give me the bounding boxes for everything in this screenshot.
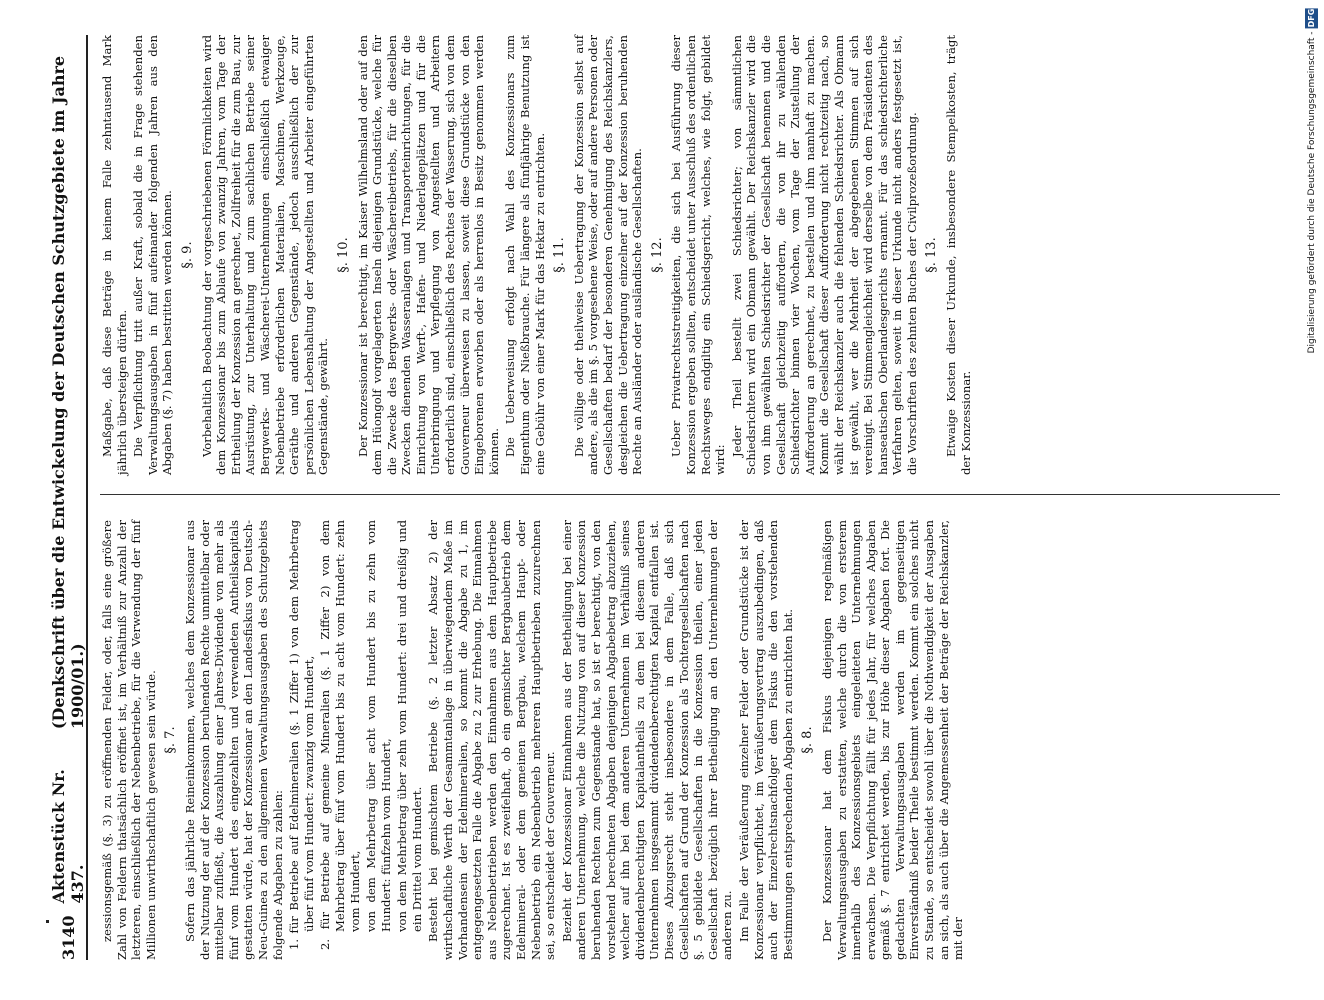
paragraph: Die Verpflichtung tritt außer Kraft, sobald die in Frage stehenden Verwaltungsausgaben in fünf aufeinander folgenden Jahren aus den Abgaben (§. 7) haben bestritten werden können.	[131, 35, 175, 475]
document-subtitle: (Denkschrift über die Entwickelung der Deutschen Schutzgebiete im Jahre 1900/01.)	[49, 55, 87, 730]
paragraph: Etwaige Kosten dieser Urkunde, insbesondere Stempelkosten, trägt der Konzessionar.	[944, 35, 973, 475]
scan-speck	[46, 920, 49, 923]
section-heading: §. 9.	[179, 241, 195, 269]
section-heading: §. 7.	[163, 726, 179, 754]
section-heading: §. 11.	[552, 237, 568, 273]
dfg-logo: DFG	[1307, 9, 1316, 28]
paragraph: Die Ueberweisung erfolgt nach Wahl des Konzessionars zum Eigenthum oder Nießbrauche. Für längere als fünfjährige Benutzung ist eine Gebühr von einer Mark für das Hektar zu entrichten.	[503, 35, 547, 475]
paragraph: 1. für Betriebe auf Edelmineralien (§. 1 Ziffer 1) von dem Mehrbetrag über fünf vom Hundert: zwanzig vom Hundert,	[287, 520, 316, 950]
paragraph: Der Konzessionar hat dem Fiskus diejenigen regelmäßigen Verwaltungsausgaben zu erstatten, welche durch die von ersterem innerhalb des Konzessionsgebiets eingeleiteten Unternehmungen erwachsen. Die Verpflichtung fällt für jedes Jahr, für welches Abgaben gemäß §. 7 entrichtet werden, bis zur Höhe dieser Abgaben fort. Die gedachten Verwaltungsausgaben werden im gegenseitigen Einverständniß beider Theile bestimmt werden. Kommt ein solches nicht zu Stande, so entscheidet sowohl über die Nothwendigkeit der Ausgaben an sich, als auch über die Angemessenheit der Beträge der Reichskanzler, mit der	[819, 520, 966, 960]
paragraph: Ueber Privatrechtsstreitigkeiten, die sich bei Ausführung dieser Konzession ergeben sollten, entscheidet unter Ausschluß des ordentlichen Rechtsweges endgiltig ein Schiedsgericht, welches, wie folgt, gebildet wird:	[669, 35, 728, 475]
left-column	[100, 520, 968, 960]
paragraph: 2. für Betriebe auf gemeine Mineralien (§. 1 Ziffer 2) von dem Mehrbetrag über fünf vom Hundert bis zu acht vom Hundert: zehn vom Hundert,	[318, 520, 362, 950]
section-heading: §. 10.	[335, 237, 351, 273]
document-title: Aktenstück Nr. 437.	[49, 769, 87, 904]
credit-text: Digitalisierung gefördert durch die Deutsche Forschungsgemeinschaft -	[1307, 28, 1317, 354]
page-number: 3140	[58, 915, 78, 960]
paragraph: Jeder Theil bestellt zwei Schiedsrichter; von sämmtlichen Schiedsrichtern wird ein Obmann gewählt. Der Reichskanzler wird die von ihm gewählten Schiedsrichter der Gesellschaft benennen und die Gesellschaft gleichzeitig auffordern, die von ihr zu wählenden Schiedsrichter binnen vier Wochen, vom Tage der Zustellung der Aufforderung an gerechnet, zu bestellen und ihm namhaft zu machen. Kommt die Gesellschaft dieser Aufforderung nicht rechtzeitig nach, so wählt der Reichskanzler auch die fehlenden Schiedsrichter. Als Obmann ist gewählt, wer die Mehrheit der abgegebenen Stimmen auf sich vereinigt. Bei Stimmengleichheit wird derselbe von dem Präsidenten des hanseatischen Oberlandesgerichts ernannt. Für das schiedsrichterliche Verfahren gelten, soweit in dieser Urkunde nicht anders festgesetzt ist, die Vorschriften des zehnten Buches der Civilprozeßordnung.	[729, 35, 919, 475]
section-heading: §. 13.	[924, 237, 940, 273]
section-heading: §. 12.	[649, 237, 665, 273]
paragraph: Im Falle der Veräußerung einzelner Felder oder Grundstücke ist der Konzessionar verpflichtet, im Veräußerungsvertrag auszubedingen, daß auch der Einzelrechtsnachfolger dem Fiskus die den vorstehenden Bestimmungen entsprechenden Abgaben zu entrichten hat.	[736, 520, 795, 960]
paragraph: Sofern das jährliche Reineinkommen, welches dem Konzessionar aus der Nutzung der auf der Konzession beruhenden Rechte unmittelbar oder mittelbar zufließt, die Auszahlung einer Jahres-Dividende von mehr als fünf vom Hundert des eingezahlten und verwendeten Antheilskapitals gestatten würde, hat der Konzessionar an den Landesfiskus von Deutsch-Neu-Guinea zu den allgemeinen Verwaltungsausgaben des Schutzgebiets folgende Abgaben zu zahlen:	[182, 520, 285, 960]
paragraph: Besteht bei gemischtem Betriebe (§. 2 letzter Absatz 2) der wirthschaftliche Werth der Gesammtanlage in überwiegendem Maße im Vorhandensein der Edelmineralien, so kommt die Abgabe zu 1, im entgegengesetzten Falle die Abgabe zu 2 zur Erhebung. Die Einnahmen aus Nebenbetrieben werden den Einnahmen aus dem Hauptbetriebe zugerechnet. Ist es zweifelhaft, ob ein gemischter Bergbaubetrieb dem Edelmineral- oder dem gemeinen Bergbau, welchem Haupt- oder Nebenbetrieb ein Nebenbetrieb mehreren Hauptbetrieben zuzurechnen sei, so entscheidet der Gouverneur.	[426, 520, 558, 960]
digitization-credit	[1305, 8, 1318, 353]
paragraph: Der Konzessionar ist berechtigt, im Kaiser Wilhelmsland oder auf den dem Hüongolf vorgelagerten Inseln diejenigen Grundstücke, welche für die Zwecke des Bergwerks- oder Wäschereibetriebs, für die dieselben Zwecken dienenden Wasseranlagen und Transporteinrichtungen, für die Einrichtung von Werft-, Hafen- und Niederlageplätzen und für die Unterbringung und Verpflegung von Angestellten und Arbeitern erforderlich sind, einschließlich des Rechtes der Wasserung, sich von dem Gouverneur überweisen zu lassen, soweit diese Grundstücke von den Eingeborenen erworben oder als herrenlos in Besitz genommen werden können.	[355, 35, 501, 475]
paragraph: von dem Mehrbetrag über acht vom Hundert bis zu zehn vom Hundert: fünfzehn vom Hundert,	[364, 520, 393, 932]
column-divider	[100, 494, 1280, 495]
paragraph: Die völlige oder theilweise Uebertragung der Konzession selbst auf andere, als die im §. 5 vorgesehene Weise, oder auf andere Personen oder Gesellschaften bedarf der besonderen Genehmigung des Reichskanzlers, desgleichen die Uebertragung einzelner auf der Konzession beruhenden Rechte an Ausländer oder ausländische Gesellschaften.	[571, 35, 645, 475]
section-heading: §. 8.	[800, 726, 816, 754]
paragraph: Maßgabe, daß diese Beträge in keinem Falle zehntausend Mark jährlich übersteigen dürfen.	[100, 35, 129, 475]
paragraph: Bezieht der Konzessionar Einnahmen aus der Betheiligung bei einer anderen Unternehmung, welche die Nutzung von auf dieser Konzession beruhenden Rechten zum Gegenstande hat, so ist er berechtigt, von den vorstehend berechneten Abgaben denjenigen Abgabebetrag abzuziehen, welcher auf ihn bei dem anderen Unternehmen im Verhältniß seines dividendenberechtigten Kapitalantheils zu dem bei diesem anderen Unternehmen insgesammt dividendenberechtigten Kapital entfallen ist. Dieses Abzugsrecht steht insbesondere in dem Falle, daß sich Gesellschaften auf Grund der Konzession als Tochtergesellschaften nach §. 5 gebildete Gesellschaften in die Konzession theilen, einer jeden Gesellschaft bezüglich ihrer Betheiligung an den Unternehmungen der anderen zu.	[559, 520, 735, 960]
page-header	[50, 35, 88, 960]
paragraph: von dem Mehrbetrag über zehn vom Hundert: drei und dreißig und ein Drittel vom Hundert.	[395, 520, 424, 932]
paragraph: Vorbehaltlich Beobachtung der vorgeschriebenen Förmlichkeiten wird dem Konzessionar bis zum Ablaufe von zwanzig Jahren, vom Tage der Ertheilung der Konzession an gerechnet, Zollfreiheit für die zum Bau, zur Ausrüstung, zur Unterhaltung und zum sachlichen Betriebe seiner Bergwerks- und Wäscherei-Unternehmungen einschließlich etwaiger Nebenbetriebe erforderlichen Materialien, Maschinen, Werkzeuge, Geräthe und anderen Gegenstände, jedoch ausschließlich der zur persönlichen Lebenshaltung der Angestellten und Arbeiter eingeführten Gegenstände, gewährt.	[199, 35, 331, 475]
paragraph: zessionsgemäß (§. 3) zu eröffnenden Felder, oder, falls eine größere Zahl von Feldern thatsächlich eröffnet ist, im Verhältniß zur Anzahl der letzteren, einschließlich der Nebenbetriebe, für die Verwendung der fünf Millionen unwirthschaftlich gewesen sein würde.	[100, 520, 158, 960]
right-column	[100, 35, 975, 475]
